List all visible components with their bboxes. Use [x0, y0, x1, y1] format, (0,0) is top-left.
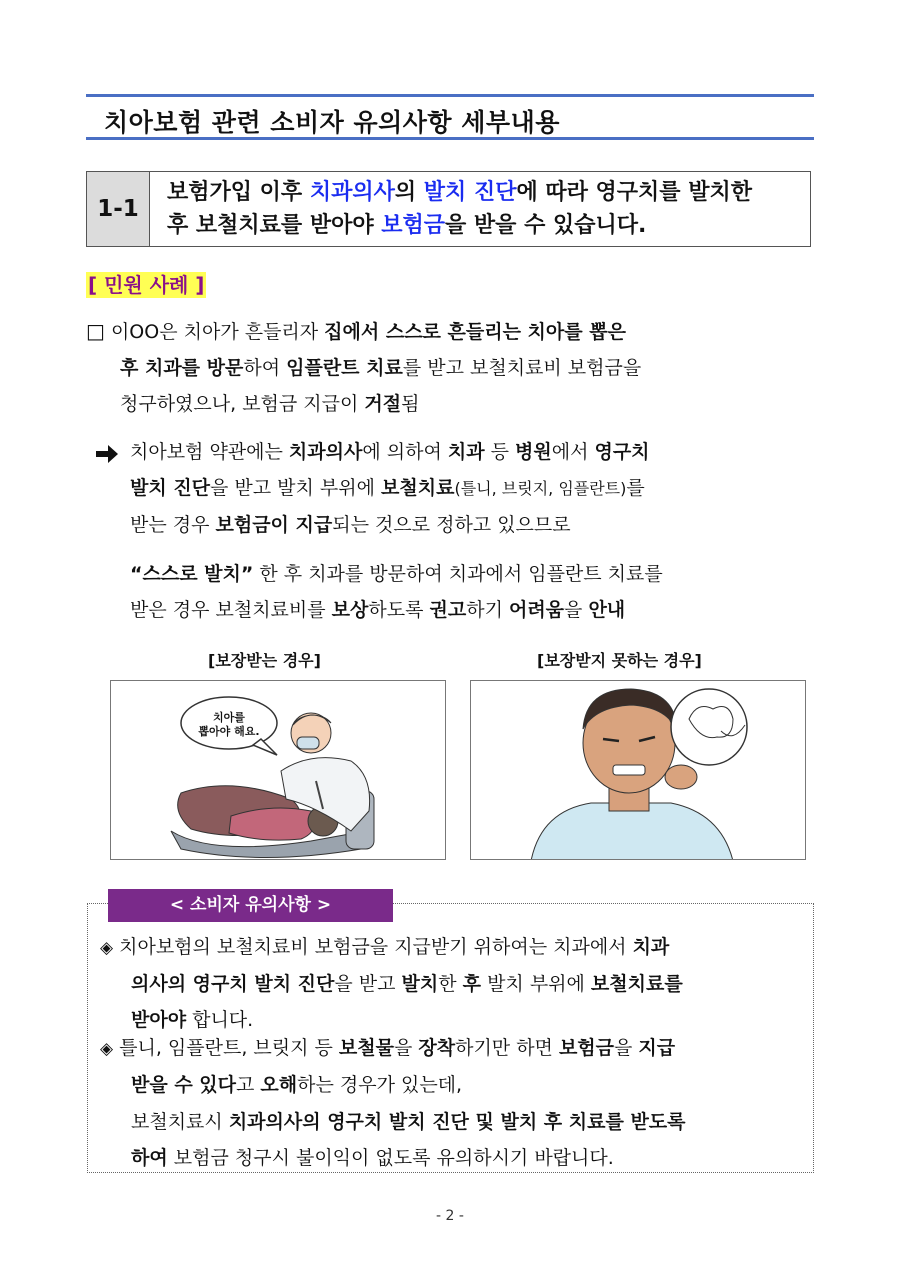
notice-2-line-3: 보철치료시 치과의사의 영구치 발치 진단 및 발치 후 치료를 받도록 — [131, 1111, 686, 1133]
notice-1-line-1: ◈ 치아보험의 보철치료비 보험금을 지급받기 위하여는 치과에서 치과 — [100, 936, 670, 958]
section-line-1: 보험가입 이후 치과의사의 발치 진단에 따라 영구치를 발치한 — [167, 180, 752, 205]
section-line-2: 후 보철치료를 받아야 보험금을 받을 수 있습니다. — [167, 213, 647, 238]
result-line-1: 치아보험 약관에는 치과의사에 의하여 치과 등 병원에서 영구치 — [130, 441, 650, 463]
diamond-bullet-icon: ◈ — [100, 1039, 114, 1059]
notice-1-line-3: 받아야 합니다. — [131, 1009, 254, 1031]
self-extraction-illustration — [470, 680, 806, 860]
right-image-caption: [보장받지 못하는 경우] — [537, 651, 702, 670]
notice-1-line-2: 의사의 영구치 발치 진단을 받고 발치한 후 발치 부위에 보철치료를 — [131, 973, 683, 995]
notice-item-2 — [100, 1030, 675, 1103]
notice-2-line-2: 받을 수 있다고 오해하는 경우가 있는데, — [131, 1074, 463, 1096]
left-image-caption: [보장받는 경우] — [208, 651, 321, 670]
section-number: 1-1 — [87, 172, 150, 246]
page-number: - 2 - — [436, 1208, 464, 1224]
page-title: 치아보험 관련 소비자 유의사항 세부내용 — [104, 108, 560, 137]
right-arrow-icon — [95, 444, 119, 464]
title-bar — [86, 94, 814, 140]
checkbox-icon: □ — [86, 319, 105, 343]
self-extraction-drawing — [471, 681, 806, 860]
result-line-5: 받은 경우 보철치료비를 보상하도록 권고하기 어려움을 안내 — [130, 599, 626, 621]
section-box — [86, 171, 811, 247]
case-line-2: 후 치과를 방문하여 임플란트 치료를 받고 보철치료비 보험금을 — [120, 357, 642, 379]
result-line-4: “스스로 발치” 한 후 치과를 방문하여 치과에서 임플란트 치료를 — [130, 563, 663, 585]
notice-header: < 소비자 유의사항 > — [108, 889, 393, 922]
diamond-bullet-icon: ◈ — [100, 938, 114, 958]
case-line-1: □ 이OO은 치아가 흔들리자 집에서 스스로 흔들리는 치아를 뽑은 — [86, 319, 626, 343]
notice-2-line-4: 하여 보험금 청구시 불이익이 없도록 유의하시기 바랍니다. — [131, 1147, 614, 1169]
result-paragraph — [130, 434, 650, 543]
notice-item-1 — [100, 929, 683, 1038]
dentist-illustration — [110, 680, 446, 860]
dentist-drawing — [111, 681, 446, 860]
result-paragraph-2 — [130, 556, 663, 628]
case-line-3: 청구하였으나, 보험금 지급이 거절됨 — [120, 393, 420, 415]
speech-bubble-text: 치아를 뽑아야 해요. — [198, 711, 260, 738]
result-line-3: 받는 경우 보험금이 지급되는 것으로 정하고 있으므로 — [130, 514, 571, 536]
notice-item-2-continued — [131, 1104, 686, 1176]
section-heading — [167, 176, 752, 242]
case-header: [ 민원 사례 ] — [88, 273, 205, 297]
result-line-2: 발치 진단을 받고 발치 부위에 보철치료(틀니, 브릿지, 임플란트)를 — [130, 477, 645, 499]
notice-2-line-1: ◈ 틀니, 임플란트, 브릿지 등 보철물을 장착하기만 하면 보험금을 지급 — [100, 1037, 676, 1059]
case-paragraph — [86, 313, 641, 422]
